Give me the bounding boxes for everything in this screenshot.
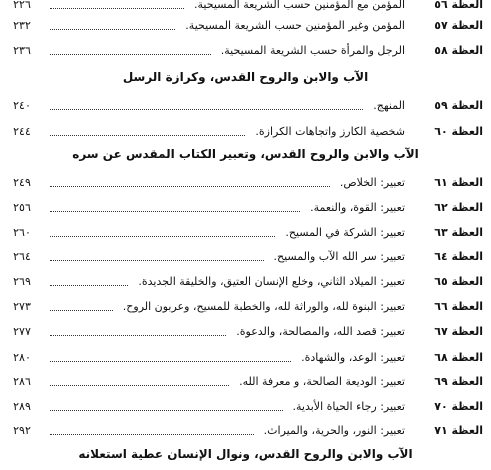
dot-leader [50, 334, 226, 336]
entry-title: تعبير: رجاء الحياة الأبدية. [292, 399, 405, 413]
section-heading: الآب والابن والروح القدس، وتعبير الكتاب المقدس عن سره [72, 147, 419, 161]
section-heading: الآب والابن والروح القدس، ونوال الإنسان عطية استعلانه [78, 447, 413, 461]
toc-entry [0, 222, 491, 242]
toc-entry [0, 95, 491, 115]
entry-label: العظة ٧٠ [434, 399, 483, 413]
dot-leader [50, 433, 254, 435]
toc-entry [0, 246, 491, 266]
toc-entry [0, 420, 491, 440]
entry-page: ٢٨٠ [13, 350, 31, 364]
dot-leader [50, 409, 283, 411]
entry-title: المؤمن مع المؤمنين حسب الشريعة المسيحية. [194, 0, 405, 11]
toc-entry [0, 197, 491, 217]
entry-page: ٢٢٦ [13, 0, 31, 11]
toc-entry [0, 321, 491, 341]
entry-page: ٢٧٧ [13, 324, 31, 338]
dot-leader [50, 384, 229, 386]
entry-page: ٢٣٢ [13, 18, 31, 32]
toc-entry [0, 121, 491, 141]
entry-label: العظة ٥٧ [434, 18, 483, 32]
entry-label: العظة ٦٧ [434, 324, 483, 338]
entry-page: ٢٧٣ [13, 299, 31, 313]
entry-label: العظة ٦٦ [434, 299, 483, 313]
toc-entry [0, 371, 491, 391]
entry-label: العظة ٦٩ [434, 374, 483, 388]
entry-label: العظة ٥٩ [434, 98, 483, 112]
entry-title: تعبير: الوديعة الصالحة، و معرفة الله. [239, 374, 405, 388]
entry-title: تعبير: البنوة لله، والوراثة لله، والخطبة للمسيح، وعربون الروح. [122, 299, 405, 313]
dot-leader [50, 7, 184, 9]
entry-title: المنهج. [373, 98, 405, 112]
toc-entry [0, 15, 491, 35]
dot-leader [50, 259, 264, 261]
dot-leader [50, 235, 275, 237]
toc-entry [0, 172, 491, 192]
entry-title: شخصية الكارز واتجاهات الكرازة. [255, 124, 405, 138]
entry-title: تعبير: الوعد، والشهادة. [301, 350, 405, 364]
toc-entry [0, 396, 491, 416]
entry-page: ٢٦٩ [13, 274, 31, 288]
entry-label: العظة ٦١ [434, 175, 483, 189]
dot-leader [50, 53, 211, 55]
entry-title: تعبير: سر الله الآب والمسيح. [273, 249, 405, 263]
entry-label: العظة ٦٤ [434, 249, 483, 263]
entry-page: ٢٤٠ [13, 98, 31, 112]
entry-label: العظة ٥٦ [434, 0, 483, 11]
entry-title: تعبير: الميلاد الثاني، وخلع الإنسان العتيق، والخليقة الجديدة. [138, 274, 405, 288]
dot-leader [50, 185, 330, 187]
entry-label: العظة ٦٣ [434, 225, 483, 239]
toc-entry [0, 347, 491, 367]
entry-page: ٢٦٠ [13, 225, 31, 239]
entry-page: ٢٤٤ [13, 124, 31, 138]
entry-title: تعبير: الشركة في المسيح. [285, 225, 405, 239]
toc-entry [0, 0, 491, 14]
dot-leader [50, 284, 128, 286]
entry-label: العظة ٦٢ [434, 200, 483, 214]
dot-leader [50, 28, 175, 30]
entry-page: ٢٩٢ [13, 423, 31, 437]
entry-page: ٢٦٤ [13, 249, 31, 263]
entry-label: العظة ٦٨ [434, 350, 483, 364]
entry-label: العظة ٥٨ [434, 43, 483, 57]
toc-entry [0, 40, 491, 60]
entry-title: تعبير: النور، والحرية، والميراث. [263, 423, 405, 437]
dot-leader [50, 309, 113, 311]
dot-leader [50, 108, 363, 110]
entry-title: المؤمن وغير المؤمنين حسب الشريعة المسيحية. [185, 18, 405, 32]
entry-label: العظة ٦٥ [434, 274, 483, 288]
dot-leader [50, 210, 300, 212]
entry-title: تعبير: القوة، والنعمة. [310, 200, 405, 214]
entry-title: الرجل والمرأة حسب الشريعة المسيحية. [220, 43, 405, 57]
entry-title: تعبير: الخلاص. [339, 175, 405, 189]
entry-page: ٢٥٦ [13, 200, 31, 214]
entry-title: تعبير: قصد الله، والمصالحة، والدعوة. [236, 324, 405, 338]
toc-entry [0, 296, 491, 316]
section-heading: الآب والابن والروح القدس، وكرازة الرسل [122, 70, 369, 84]
entry-label: العظة ٦٠ [434, 124, 483, 138]
entry-page: ٢٣٦ [13, 43, 31, 57]
entry-page: ٢٨٦ [13, 374, 31, 388]
entry-page: ٢٨٩ [13, 399, 31, 413]
dot-leader [50, 134, 245, 136]
dot-leader [50, 360, 291, 362]
toc-entry [0, 271, 491, 291]
entry-label: العظة ٧١ [434, 423, 483, 437]
entry-page: ٢٤٩ [13, 175, 31, 189]
